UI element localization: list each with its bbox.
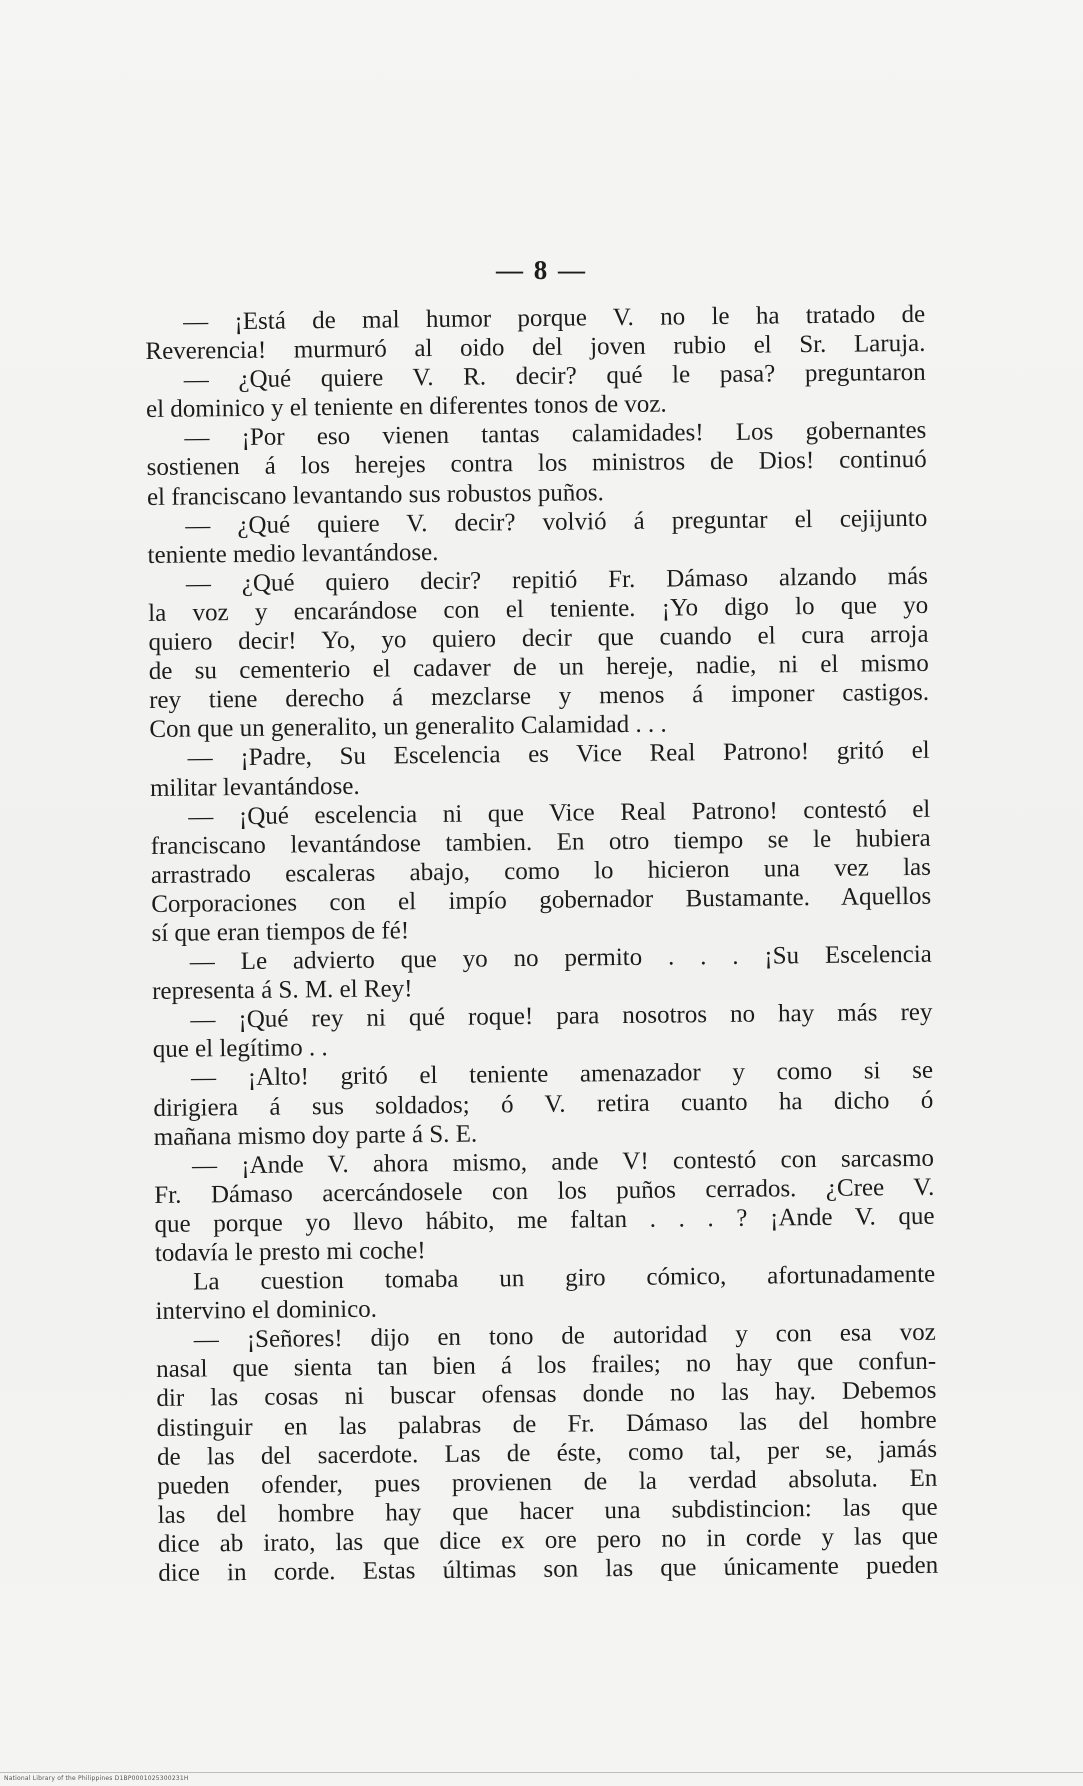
text-line: sostienen á los herejes contra los ministros de Dios! continuó: [146, 446, 927, 482]
text-line: representa á S. M. el Rey!: [152, 975, 413, 1006]
scan-footer: National Library of the Philippines D1BP0001025300231H: [4, 1775, 189, 1782]
text-line: la voz y encarándose con el teniente. ¡Yo digo lo que yo: [148, 591, 929, 627]
text-line: de su cementerio el cadaver de un hereje, nadie, ni el mismo: [148, 649, 929, 686]
text-line: — Le advierto que yo no permito . . . ¡Su Escelencia: [189, 940, 932, 976]
text-line: el dominico y el teniente en diferentes tonos de voz.: [145, 390, 667, 424]
text-line: teniente medio levantándose.: [147, 538, 439, 569]
text-line: pueden ofender, pues provienen de la verdad absoluta. En: [157, 1464, 938, 1500]
text-line: — ¡Padre, Su Escelencia es Vice Real Patrono! gritó el: [187, 737, 930, 772]
text-line: que porque yo llevo hábito, me faltan . . . ? ¡Ande V. que: [154, 1202, 935, 1238]
text-line: — ¿Qué quiero decir? repitió Fr. Dámaso alzando más: [185, 562, 928, 598]
text-line: Fr. Dámaso acercándosele con los puños cerrados. ¿Cree V.: [154, 1173, 935, 1209]
text-line: dice in corde. Estas últimas son las que únicamente pueden: [158, 1551, 939, 1587]
text-line: dir las cosas ni buscar ofensas donde no las hay. Debemos: [156, 1377, 937, 1413]
text-line: La cuestion tomaba un giro cómico, afortunadamente: [193, 1260, 936, 1296]
text-line: intervino el dominico.: [155, 1295, 378, 1326]
text-line: nasal que sienta tan bien á los frailes; no hay que confun-: [155, 1348, 937, 1384]
text-line: dice ab irato, las que dice ex ore pero no in corde y las que: [157, 1522, 939, 1558]
text-line: el franciscano levantando sus robustos puños.: [146, 478, 604, 511]
footer-rule: [0, 1772, 1083, 1773]
text-line: que el legítimo . .: [152, 1034, 328, 1064]
text-line: militar levantándose.: [149, 772, 360, 802]
text-line: Reverencia! murmuró al oido del joven rubio el Sr. Laruja.: [145, 329, 926, 366]
text-line: — ¡Está de mal humor porque V. no le ha tratado de: [183, 300, 926, 336]
text-line: Con que un generalito, un generalito Calamidad . . .: [149, 710, 667, 744]
text-line: franciscano levantándose tambien. En otro tiempo se le hubiera: [150, 824, 931, 860]
text-line: — ¡Qué escelencia ni que Vice Real Patrono! contestó el: [188, 795, 931, 831]
text-line: — ¡Señores! dijo en tono de autoridad y con esa voz: [193, 1319, 936, 1354]
body-text: [145, 300, 938, 1588]
text-line: Corporaciones con el impío gobernador Bustamante. Aquellos: [151, 882, 932, 918]
text-line: dirigiera á sus soldados; ó V. retira cuanto ha dicho ó: [153, 1086, 934, 1122]
text-line: sí que eran tiempos de fé!: [151, 917, 410, 947]
text-line: distinguir en las palabras de Fr. Dámaso las del hombre: [156, 1406, 937, 1442]
text-line: las del hombre hay que hacer una subdistincion: las que: [157, 1493, 938, 1529]
text-line: — ¿Qué quiere V. R. decir? qué le pasa? preguntaron: [183, 359, 926, 394]
text-line: todavía le presto mi coche!: [154, 1237, 426, 1267]
page-number: — 8 —: [496, 255, 587, 285]
text-line: — ¡Alto! gritó el teniente amenazador y como si se: [190, 1057, 934, 1092]
text-line: — ¡Ande V. ahora mismo, ande V! contestó con sarcasmo: [191, 1144, 935, 1180]
text-line: de las del sacerdote. Las de éste, como tal, per se, jamás: [156, 1435, 938, 1471]
text-line: — ¿Qué quiere V. decir? volvió á preguntar el cejijunto: [185, 504, 928, 540]
text-line: — ¡Por eso vienen tantas calamidades! Los gobernantes: [184, 417, 927, 452]
text-line: quiero decir! Yo, yo quiero decir que cuando el cura arroja: [148, 620, 929, 657]
text-line: mañana mismo doy parte á S. E.: [153, 1120, 478, 1151]
text-line: arrastrado escaleras abajo, como lo hicieron una vez las: [150, 853, 932, 889]
text-line: — ¡Qué rey ni qué roque! para nosotros no hay más rey: [190, 999, 933, 1034]
text-line: rey tiene derecho á mezclarse y menos á imponer castigos.: [148, 679, 930, 715]
